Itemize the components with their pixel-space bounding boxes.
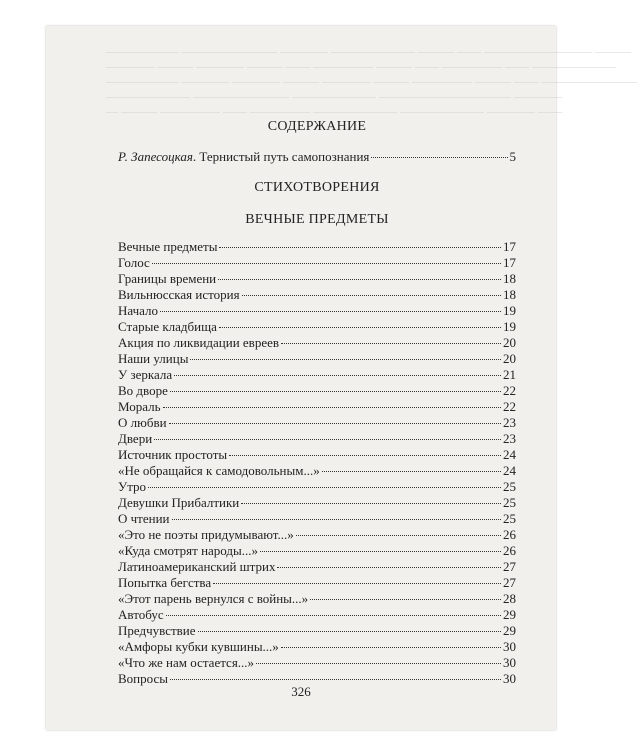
entry-page: 28	[503, 591, 516, 606]
toc-entry	[118, 287, 516, 303]
entry-title: Вильнюсская история	[118, 287, 240, 302]
leader-dots	[163, 407, 501, 408]
entry-title: «Что же нам остается...»	[118, 655, 255, 670]
entry-title: Во дворе	[118, 383, 168, 398]
leader-dots	[371, 157, 507, 158]
entry-title: «Не обращайся к самодовольным...»	[118, 463, 320, 478]
toc-entry	[118, 543, 516, 559]
toc-entry	[118, 431, 516, 447]
entry-title: Наши улицы	[118, 351, 189, 366]
entry-page: 23	[503, 415, 516, 430]
entry-title: «Это не поэты придумывают...»	[118, 527, 294, 542]
intro-entry	[118, 148, 516, 165]
entry-title: Источник простоты	[118, 447, 228, 462]
entry-page: 18	[503, 287, 516, 302]
entry-page: 22	[503, 399, 516, 414]
section-heading: ВЕЧНЫЕ ПРЕДМЕТЫ	[245, 212, 389, 227]
leader-dots	[218, 279, 501, 280]
toc-entry	[118, 495, 516, 511]
entry-page: 21	[503, 367, 516, 382]
entry-page: 29	[503, 623, 516, 638]
leader-dots	[170, 391, 501, 392]
leader-dots	[242, 295, 501, 296]
entry-page: 30	[503, 639, 516, 654]
toc-entry	[118, 511, 516, 527]
entry-page: 22	[503, 383, 516, 398]
entry-page: 20	[503, 335, 516, 350]
entry-page: 24	[503, 463, 516, 478]
entry-title: Автобус	[118, 607, 164, 622]
entry-page: 26	[503, 527, 516, 542]
entry-title: Вечные предметы	[118, 239, 218, 254]
leader-dots	[160, 311, 501, 312]
entry-page: 30	[503, 655, 516, 670]
entry-title: О чтении	[118, 511, 170, 526]
intro-author: Р. Запесоцкая	[118, 149, 193, 164]
toc-entry	[118, 351, 516, 367]
entry-page: 18	[503, 271, 516, 286]
entry-title: Вопросы	[118, 671, 168, 686]
intro-title: . Тернистый путь самопознания	[192, 149, 370, 164]
toc-entry	[118, 255, 516, 271]
leader-dots	[310, 599, 501, 600]
entry-title: «Амфоры кубки кувшины...»	[118, 639, 279, 654]
leader-dots	[322, 471, 501, 472]
toc-entry	[118, 335, 516, 351]
entry-title: Предчувствие	[118, 623, 196, 638]
entry-page: 29	[503, 607, 516, 622]
leader-dots	[277, 567, 501, 568]
toc-entry	[118, 383, 516, 399]
entry-page: 20	[503, 351, 516, 366]
leader-dots	[154, 439, 501, 440]
entry-title: Латиноамериканский штрих	[118, 559, 276, 574]
leader-dots	[174, 375, 501, 376]
toc-entry	[118, 559, 516, 575]
leader-dots	[229, 455, 501, 456]
leader-dots	[152, 263, 501, 264]
toc-entry	[118, 591, 516, 607]
toc-entry	[118, 303, 516, 319]
toc-entry	[118, 271, 516, 287]
toc-entry	[118, 527, 516, 543]
toc-entry	[118, 607, 516, 623]
show-through-text: —————— ———————— ———— ——————— ——— —— ————————— ——— ———— ——— ———— ——— —— ————— ——— —— ————— —— ——————— —————— ———— ———— ——— ———— ——— ————— ——— —— ———————— ——————— ———————— ——————— ——————————— ———— — ——— ————— —— ————— ——————— ——————— ———— ——	[106, 44, 637, 118]
entry-title: «Куда смотрят народы...»	[118, 543, 259, 558]
contents-heading: СОДЕРЖАНИЕ	[267, 119, 367, 134]
toc-entry	[118, 639, 516, 655]
leader-dots	[198, 631, 501, 632]
leader-dots	[296, 535, 501, 536]
leader-dots	[281, 647, 501, 648]
entry-title: Начало	[118, 303, 159, 318]
toc-entry	[118, 655, 516, 671]
entry-title: Мораль	[118, 399, 161, 414]
entry-page: 19	[503, 303, 516, 318]
leader-dots	[219, 247, 501, 248]
toc-entry	[118, 415, 516, 431]
entry-title: У зеркала	[118, 367, 173, 382]
entry-page: 26	[503, 543, 516, 558]
entry-page: 27	[503, 575, 516, 590]
leader-dots	[219, 327, 501, 328]
toc-entry	[118, 623, 516, 639]
entry-page: 25	[503, 479, 516, 494]
entry-page: 30	[503, 671, 516, 686]
entry-page: 19	[503, 319, 516, 334]
page-number: 326	[291, 684, 311, 699]
leader-dots	[256, 663, 501, 664]
book-page	[46, 26, 637, 730]
toc-entry	[118, 399, 516, 415]
leader-dots	[213, 583, 501, 584]
toc-entry	[118, 239, 516, 255]
toc-entry	[118, 575, 516, 591]
toc-entry	[118, 447, 516, 463]
intro-page: 5	[509, 149, 516, 164]
leader-dots	[148, 487, 501, 488]
entry-title: Акция по ликвидации евреев	[118, 335, 280, 350]
entry-page: 25	[503, 495, 516, 510]
toc-entry	[118, 319, 516, 335]
entry-title: «Этот парень вернулся с войны...»	[118, 591, 309, 606]
entry-page: 24	[503, 447, 516, 462]
entry-title: Двери	[118, 431, 153, 446]
entry-page: 17	[503, 239, 516, 254]
toc-entry	[118, 463, 516, 479]
leader-dots	[170, 679, 501, 680]
entry-title: Попытка бегства	[118, 575, 212, 590]
entry-title: Девушки Прибалтики	[118, 495, 240, 510]
leader-dots	[190, 359, 501, 360]
toc-entry	[118, 479, 516, 495]
entry-title: Утро	[118, 479, 147, 494]
entry-title: Границы времени	[118, 271, 217, 286]
leader-dots	[172, 519, 502, 520]
entry-title: О любви	[118, 415, 167, 430]
entry-title: Голос	[118, 255, 150, 270]
entry-page: 27	[503, 559, 516, 574]
toc-entry	[118, 367, 516, 383]
toc-list	[118, 239, 516, 687]
leader-dots	[281, 343, 501, 344]
leader-dots	[241, 503, 501, 504]
leader-dots	[260, 551, 501, 552]
leader-dots	[169, 423, 501, 424]
entry-title: Старые кладбища	[118, 319, 217, 334]
table-of-contents	[118, 118, 516, 687]
entry-page: 23	[503, 431, 516, 446]
entry-page: 17	[503, 255, 516, 270]
poems-heading: СТИХОТВОРЕНИЯ	[254, 180, 380, 195]
entry-page: 25	[503, 511, 516, 526]
leader-dots	[166, 615, 501, 616]
